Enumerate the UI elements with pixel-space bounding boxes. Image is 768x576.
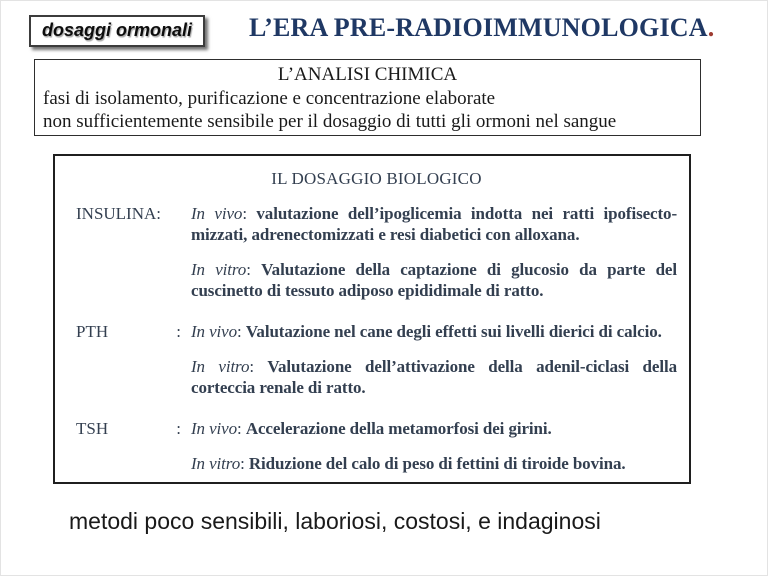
page-title-text: L’ERA PRE-RADIOIMMUNOLOGICA (249, 13, 708, 42)
assay-mode-label: In vitro (191, 357, 250, 376)
assay-entry (191, 259, 677, 301)
assay-entry (191, 203, 677, 245)
biological-assay-box (53, 154, 691, 484)
assay-entry (191, 453, 677, 474)
biological-assay-heading: IL DOSAGGIO BIOLOGICO (271, 169, 482, 188)
assay-description: Accelerazione della metamorfosi dei girini. (245, 419, 552, 438)
assay-description: Valutazione dell’attivazione della adenil-ciclasi della corteccia renale di ratto. (191, 357, 677, 397)
chemical-analysis-line-2: non sufficientemente sensibile per il dosaggio di tutti gli ormoni nel sangue (43, 111, 617, 132)
assay-mode-label: In vivo (191, 419, 238, 438)
assay-descriptions (191, 321, 677, 412)
hormone-name: PTH (76, 322, 109, 341)
assay-description: Riduzione del calo di peso di fettini di tiroide bovina. (248, 454, 626, 473)
chemical-analysis-line-1: fasi di isolamento, purificazione e concentrazione elaborate (43, 88, 496, 109)
assay-description: Valutazione nel cane degli effetti sui livelli dierici di calcio. (245, 322, 662, 341)
page-title (249, 13, 714, 43)
hormone-name: TSH (76, 419, 109, 438)
footer-note: metodi poco sensibili, laboriosi, costosi, e indaginosi (69, 508, 601, 534)
assay-description: valutazione dell’ipoglicemia indotta nei ratti ipofisecto-mizzati, adrenectomizzati e resi diabetici con alloxana. (191, 204, 678, 244)
chemical-analysis-heading: L’ANALISI CHIMICA (277, 64, 458, 85)
assay-entry (191, 418, 677, 439)
assay-mode-colon: : (249, 357, 268, 376)
assay-mode-label: In vivo (191, 322, 238, 341)
assay-mode-colon: : (237, 419, 246, 438)
badge-dosaggi-ormonali (29, 15, 205, 47)
assay-mode-colon: : (237, 322, 246, 341)
page-title-period: . (707, 13, 715, 42)
assay-mode-label: In vitro (191, 260, 247, 279)
biological-rows (76, 203, 677, 488)
assay-mode-colon: : (246, 260, 262, 279)
assay-descriptions (191, 418, 677, 488)
assay-mode-label: In vivo (191, 204, 243, 223)
assay-entry (191, 356, 677, 398)
hormone-name-cell (76, 321, 191, 412)
assay-description: Valutazione della captazione di glucosio da parte del cuscinetto di tessuto adiposo epididimale di ratto. (191, 260, 677, 300)
hormone-group-pth (76, 321, 677, 412)
assay-entry (191, 321, 677, 342)
hormone-group-insulina (76, 203, 677, 315)
hormone-colon: : (176, 322, 181, 341)
hormone-group-tsh (76, 418, 677, 488)
hormone-colon: : (176, 419, 181, 438)
assay-descriptions (191, 203, 677, 315)
assay-mode-colon: : (242, 204, 257, 223)
hormone-name-cell (76, 203, 191, 315)
hormone-name: INSULINA: (76, 204, 161, 223)
chemical-analysis-box (34, 59, 701, 136)
assay-mode-label: In vitro (191, 454, 241, 473)
assay-mode-colon: : (240, 454, 249, 473)
badge-label: dosaggi ormonali (42, 20, 193, 40)
hormone-name-cell (76, 418, 191, 488)
